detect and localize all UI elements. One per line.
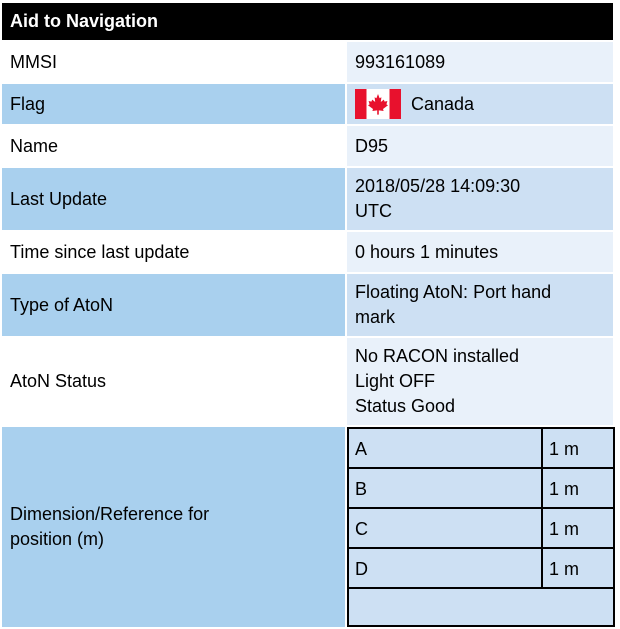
last-update-label: Last Update (2, 168, 345, 230)
name-label: Name (2, 126, 345, 166)
flag-label: Flag (2, 84, 345, 124)
time-since-label: Time since last update (2, 232, 345, 272)
dimension-label (2, 427, 345, 627)
dimension-value-c: 1 m (549, 519, 580, 539)
aton-status-value (347, 338, 613, 425)
aton-status-label: AtoN Status (2, 338, 345, 425)
aton-type-line-1: Floating AtoN: Port hand (355, 282, 552, 302)
aton-status-health: Status Good (355, 396, 456, 416)
flag-country-name: Canada (411, 93, 475, 114)
time-since-value: 0 hours 1 minutes (347, 232, 613, 272)
dimension-value-d: 1 m (549, 559, 580, 579)
dimension-label-line-1: Dimension/Reference for (10, 504, 210, 524)
dimension-label-line-2: position (m) (10, 529, 105, 549)
last-update-value (347, 168, 613, 230)
aton-status-light: Light OFF (355, 371, 436, 391)
aton-type-label: Type of AtoN (2, 274, 345, 336)
dimension-value-a: 1 m (549, 439, 580, 459)
dimension-key-d: D (355, 559, 368, 579)
aton-type-line-2: mark (355, 307, 395, 327)
dimension-column-divider (541, 429, 543, 587)
last-update-timezone: UTC (355, 201, 392, 221)
flag-value (347, 84, 613, 124)
name-value: D95 (347, 126, 613, 166)
dimension-value-b: 1 m (549, 479, 580, 499)
dimension-table (347, 427, 615, 627)
last-update-datetime: 2018/05/28 14:09:30 (355, 176, 521, 196)
panel-title: Aid to Navigation (2, 3, 613, 40)
mmsi-value: 993161089 (347, 42, 613, 82)
aton-type-value (347, 274, 613, 336)
dimension-divider (349, 587, 613, 589)
dimension-key-b: B (355, 479, 368, 499)
canada-flag-icon (355, 89, 401, 119)
dimension-key-a: A (355, 439, 368, 459)
dimension-key-c: C (355, 519, 368, 539)
mmsi-label: MMSI (2, 42, 345, 82)
aton-status-racon: No RACON installed (355, 346, 520, 366)
